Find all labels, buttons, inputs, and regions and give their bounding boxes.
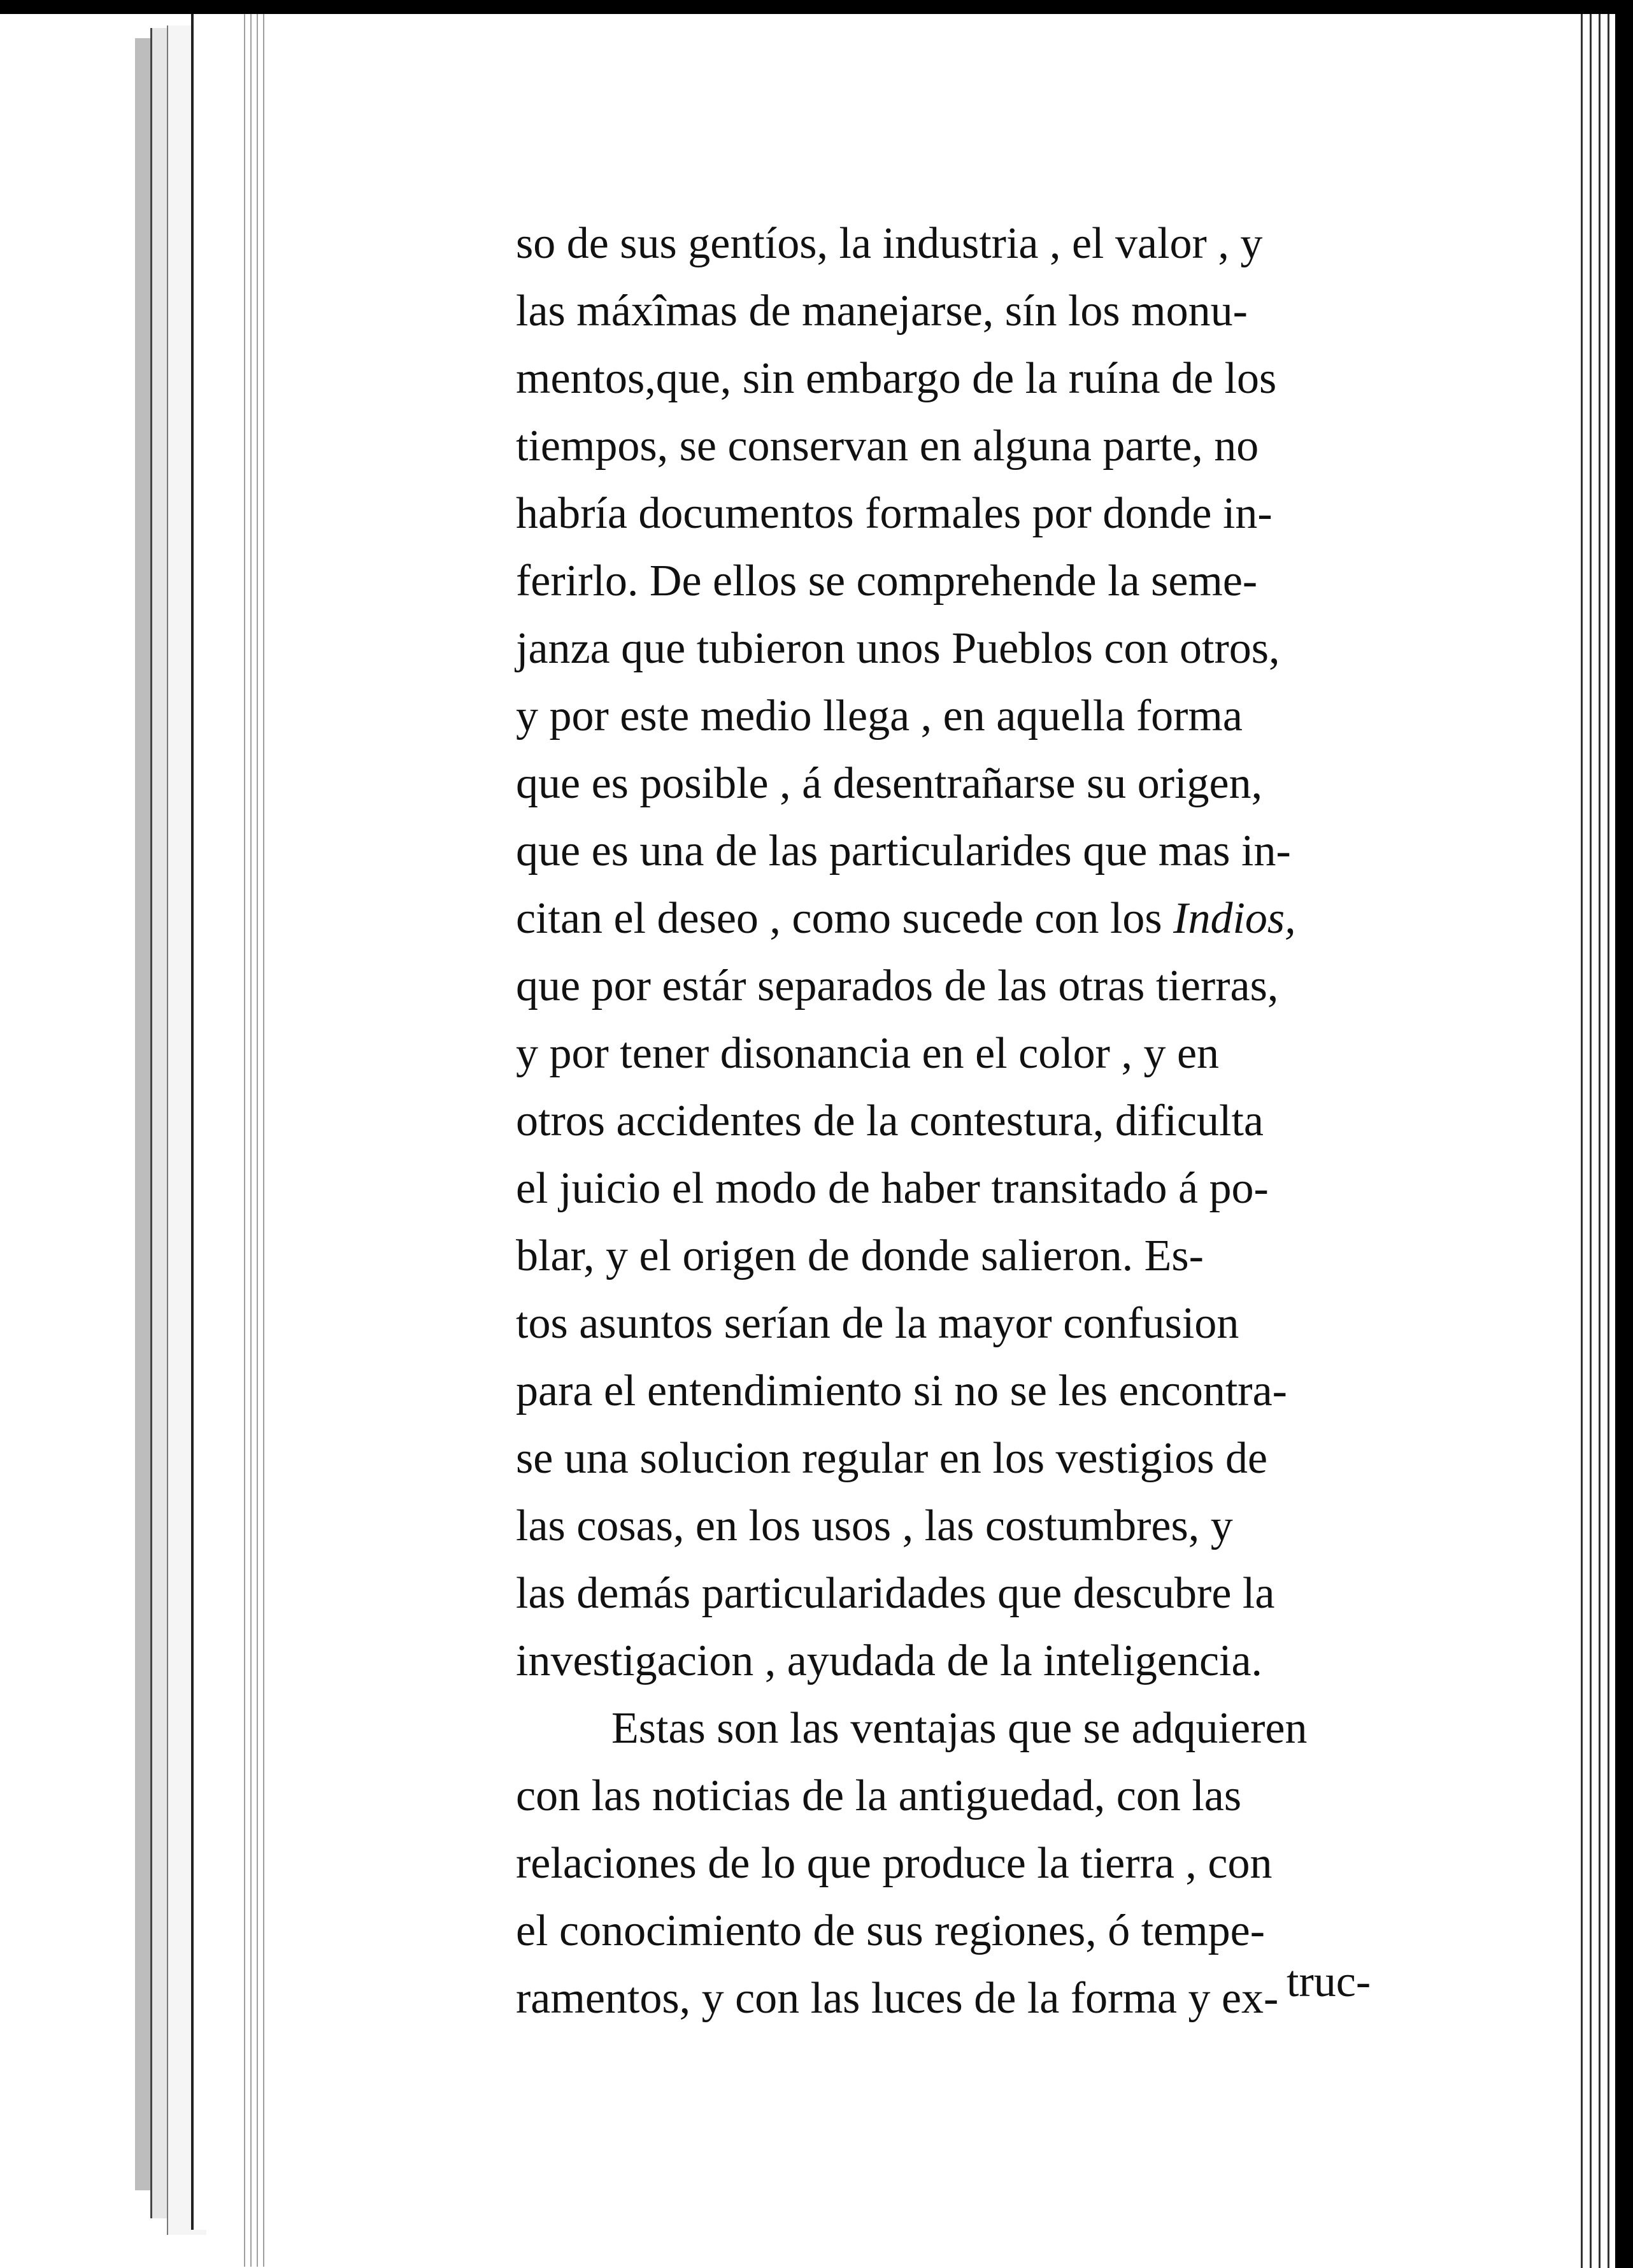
text-segment: citan el deseo , como sucede con los: [516, 894, 1162, 943]
text-line: janza que tubieron unos Pueblos con otros,: [516, 624, 1280, 673]
text-line: tiempos, se conservan en alguna parte, no: [516, 422, 1259, 471]
italic-word: Indios,: [1173, 894, 1296, 943]
text-line: para el entendimiento si no se les encontra-: [516, 1366, 1287, 1415]
text-line: y por este medio llega , en aquella forma: [516, 691, 1243, 741]
text-line: habría documentos formales por donde in-: [516, 489, 1273, 538]
text-line: ramentos, y con las luces de la forma y ex-: [516, 1974, 1279, 2023]
text-line: las máxîmas de manejarse, sín los monu-: [516, 287, 1248, 336]
binding-gutter: [242, 0, 267, 2267]
text-line: tos asuntos serían de la mayor confusion: [516, 1299, 1239, 1348]
text-line: otros accidentes de la contestura, dificulta: [516, 1096, 1264, 1145]
text-line: con las noticias de la antiguedad, con las: [516, 1771, 1242, 1820]
text-line: ferirlo. De ellos se comprehende la seme-: [516, 556, 1258, 606]
text-line: las cosas, en los usos , las costumbres, y: [516, 1501, 1233, 1550]
text-line: investigacion , ayudada de la inteligencia.: [516, 1636, 1263, 1685]
text-line: el juicio el modo de haber transitado á po-: [516, 1164, 1269, 1213]
text-line: relaciones de lo que produce la tierra , con: [516, 1839, 1273, 1888]
text-line: se una solucion regular en los vestigios de: [516, 1434, 1268, 1483]
text-line: el conocimiento de sus regiones, ó tempe-: [516, 1906, 1266, 1955]
text-line: mentos,que, sin embargo de la ruína de los: [516, 354, 1277, 403]
text-line: que por estár separados de las otras tierras,: [516, 961, 1279, 1010]
text-line: blar, y el origen de donde salieron. Es-: [516, 1231, 1204, 1280]
text-line: las demás particularidades que descubre la: [516, 1569, 1275, 1618]
text-line: que es posible , á desentrañarse su origen,: [516, 759, 1263, 808]
text-line: so de sus gentíos, la industria , el valor , y: [516, 219, 1263, 268]
scan-border-right: [1615, 0, 1633, 2268]
page-edge-right: [1577, 0, 1615, 2268]
text-line: que es una de las particularides que mas in-: [516, 826, 1291, 875]
paragraph-first-line: Estas son las ventajas que se adquieren: [611, 1704, 1308, 1753]
text-line: y por tener disonancia en el color , y en: [516, 1029, 1220, 1078]
scan-border-top: [0, 0, 1633, 14]
text-line-with-italic: [516, 885, 1516, 953]
scan-margin-left: [0, 0, 127, 2268]
body-text: [516, 210, 1516, 2032]
catchword: truc-: [1287, 1957, 1371, 2006]
